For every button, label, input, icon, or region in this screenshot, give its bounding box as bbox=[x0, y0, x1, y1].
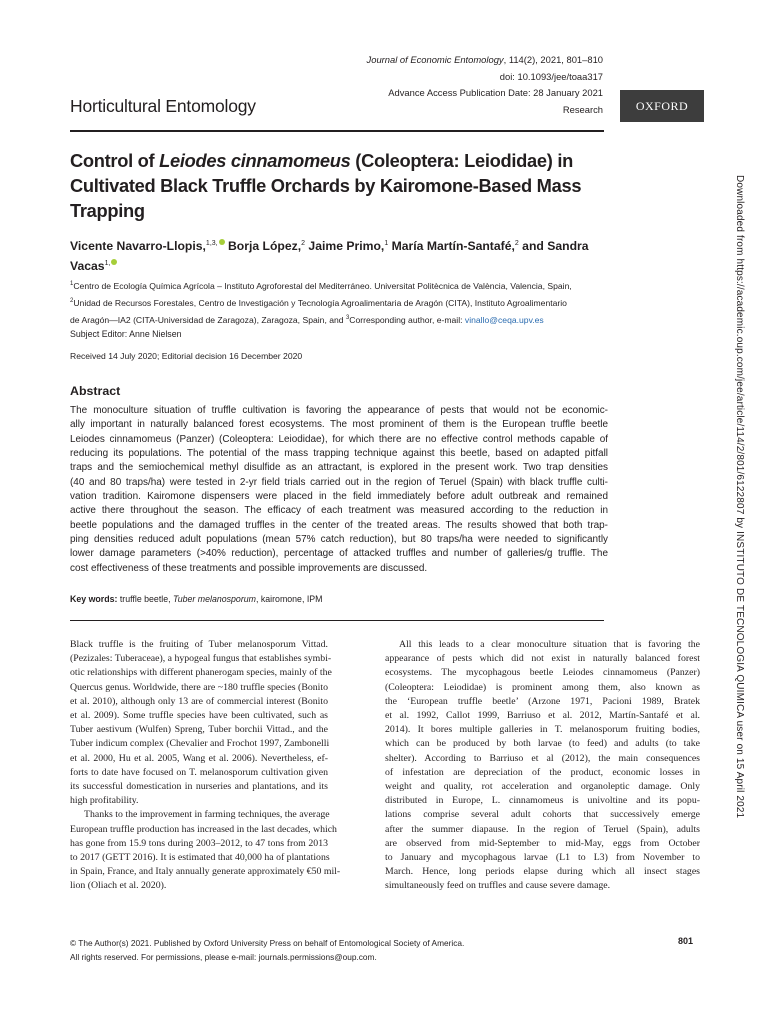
body-text-line: All this leads to a clear monoculture situation that is favoring the bbox=[399, 639, 700, 650]
body-text-line: the ‘European truffle beetle’ (Arzone 1971, Pacioni 1989, Bratek bbox=[385, 695, 700, 707]
author-name: María Martín-Santafé, bbox=[388, 239, 515, 254]
body-text-line: 2014). It bores multiple galleries in T. melanosporum fruiting bodies, bbox=[385, 724, 700, 736]
keywords-text: truffle beetle, bbox=[117, 594, 174, 604]
body-text-line: lations comprise several adult cohorts that successively emerge bbox=[385, 809, 700, 821]
body-text-line: distributed in Europe, L. cinnamomeus is univoltine and its popu- bbox=[385, 795, 700, 807]
abstract-line: traps and the semiochemical methyl disulfide as an attractant, is explored in the present work. Two trap densities bbox=[70, 462, 608, 474]
abstract-line: The monoculture situation of truffle cultivation is favoring the appearance of pests that would not be economic- bbox=[70, 405, 608, 416]
abstract-line: ally important in naturally balanced forest ecosystems. The most prominent of them is the European truffle beetle bbox=[70, 419, 608, 431]
abstract-line: cost effectiveness of these treatments and possible improvements are discussed. bbox=[70, 562, 428, 574]
author-name: and Sandra Vacas bbox=[70, 239, 589, 274]
abstract-line: beetle populations and the damaged truffles in the center of the treated areas. The results showed that both trap- bbox=[70, 519, 608, 531]
advance-access-date: Advance Access Publication Date: 28 January 2021 bbox=[388, 87, 603, 98]
body-text-line: Thanks to the improvement in farming techniques, the average bbox=[84, 809, 330, 821]
journal-doi[interactable]: doi: 10.1093/jee/toaa317 bbox=[499, 70, 603, 82]
body-text-line: high profitability. bbox=[70, 795, 139, 807]
affiliation-1: $^1$Centro de Ecología Química Agrícola – Instituto Agroforestal del Mediterráneo. Universitat Politècnica de València, Valencia, Spain, bbox=[70, 280, 572, 291]
keywords-label: Key words: bbox=[70, 594, 118, 604]
title-species-italic: Leiodes cinnamomeus bbox=[159, 150, 351, 171]
body-text-line: its successful domestication in nurseries and plantations, and its bbox=[70, 781, 328, 793]
abstract-line: active there throughout the season. The efficacy of each treatment was measured according to the reduction in bbox=[70, 505, 608, 517]
body-text-line: (Pezizales: Tuberaceae), a hypogeal fungus that establishes symbi- bbox=[70, 653, 332, 665]
body-text-line: of infestation are depreciation of the product, economic losses in bbox=[385, 766, 700, 778]
body-text-line: lion (Oliach et al. 2020). bbox=[70, 880, 167, 892]
title-text-1: Control of bbox=[70, 150, 160, 171]
body-text-line: Tuber indicum complex (Chevalier and Frochot 1997, Zambonelli bbox=[70, 738, 330, 750]
body-text-line: forts to date have focused on T. melanosporum cultivation given bbox=[70, 766, 328, 778]
journal-name: Journal of Economic Entomology bbox=[366, 54, 504, 65]
author-affiliation-sup: 2 bbox=[514, 240, 519, 247]
copyright-line: © The Author(s) 2021. Published by Oxford University Press on behalf of Entomological Society of America. bbox=[70, 938, 465, 948]
page-number: 801 bbox=[678, 936, 694, 946]
author[interactable] bbox=[305, 239, 388, 253]
author[interactable] bbox=[70, 239, 225, 253]
corresponding-author-label: Corresponding author, e-mail: bbox=[349, 315, 465, 326]
author-affiliation-sup: 1 bbox=[384, 240, 389, 247]
body-text-line: to January and mycophagous larvae (L1 to L3) from November to bbox=[385, 852, 700, 864]
body-column-right bbox=[385, 638, 700, 894]
body-text-line: to 2017 (GETT 2016). It is estimated that 40,000 ha of plantations bbox=[70, 852, 330, 864]
body-text-line: ecosystems. The mycophagous beetle Leiodes cinnamomeus (Panzer) bbox=[385, 667, 700, 679]
body-text-line: has gone from 15.9 tons during 2003–2012, to 47 tons from 2013 bbox=[70, 837, 328, 849]
received-dates: Received 14 July 2020; Editorial decision 16 December 2020 bbox=[70, 351, 303, 361]
body-text-line: simultaneously feed on truffles and cause severe damage. bbox=[385, 880, 611, 892]
body-text-line: March. Hence, long periods elapse during which all insect stages bbox=[385, 866, 700, 878]
abstract-line: reducing its populations. The potential of the mass trapping technique against this beetle, based on adapted pitfall bbox=[70, 448, 608, 460]
body-text-line: et al. 1992, Callot 1999, Barriuso et al. 2012, Martín-Santafé et al. bbox=[385, 710, 700, 722]
oxford-logo: OXFORD bbox=[620, 90, 704, 122]
abstract-line: (40 and 80 traps/ha) were tested in 2-yr field trials carried out in the region of Teruel (Spain) with black truffle culti- bbox=[70, 476, 608, 488]
journal-meta bbox=[283, 52, 603, 118]
article-title bbox=[70, 148, 610, 223]
author-list bbox=[70, 235, 610, 275]
body-text-line: otic relationships with different phanerogam species, mainly of the bbox=[70, 667, 332, 679]
orcid-icon[interactable] bbox=[111, 259, 117, 265]
keywords bbox=[70, 594, 322, 604]
rights-line: All rights reserved. For permissions, please e-mail: journals.permissions@oup.com. bbox=[70, 952, 377, 962]
abstract-line: ping densities reduced adult populations (mean 57% catch reduction), but 80 traps/ha were needed to significantly bbox=[70, 534, 608, 546]
affiliation-2-cont: de Aragón—IA2 (CITA-Universidad de Zaragoza), Zaragoza, Spain, and $^3$Corresponding author, e-mail: vinallo@ceqa.upv.es bbox=[70, 315, 544, 326]
author-name: Vicente Navarro-Llopis, bbox=[70, 239, 206, 254]
author-affiliation-sup: 2 bbox=[301, 240, 306, 247]
affiliations bbox=[70, 277, 610, 328]
abstract-line: lower damage parameters (>40% reduction), percentage of attacked truffles and number of galleries/g truffle. The bbox=[70, 548, 608, 560]
abstract-body bbox=[70, 404, 608, 576]
affiliation-2b-text: de Aragón—IA2 (CITA-Universidad de Zaragoza), Zaragoza, Spain, and bbox=[70, 315, 346, 326]
body-text-line: shelter). According to Barriuso et al (2012), the main consequences bbox=[385, 752, 700, 764]
download-watermark: Downloaded from https://academic.oup.com/jee/article/114/2/801/6122807 by INSTITUTO DE TECNOLOGIA QUIMICA user on 15 April 2021 bbox=[734, 175, 745, 819]
body-text-line: (Coleoptera: Leiodidae) is prominent among them, also known as bbox=[385, 681, 700, 693]
keywords-italic: Tuber melanosporum bbox=[173, 594, 256, 604]
abstract-heading: Abstract bbox=[70, 384, 121, 398]
header-divider bbox=[70, 130, 604, 132]
journal-citation: , 114(2), 2021, 801–810 bbox=[503, 54, 603, 65]
author-affiliation-sup: 1, bbox=[104, 260, 111, 268]
affiliation-1-text: Centro de Ecología Química Agrícola – Instituto Agroforestal del Mediterráneo. Universitat Politècnica de València, Valencia, Spain, bbox=[73, 280, 572, 291]
body-text-line: in Spain, France, and Italy annually generate approximately €50 mil- bbox=[70, 866, 341, 878]
body-text-line: weight and quality, rot acceleration and organoleptic damage. Only bbox=[385, 781, 700, 793]
title-text-2: (Coleoptera: Leiodidae) in Cultivated Black Truffle Orchards by Kairomone-Based Mass Trapping bbox=[70, 150, 582, 221]
body-text-line: et al. 2010), although only 13 are of commercial interest (Bonito bbox=[70, 695, 328, 707]
author[interactable] bbox=[225, 239, 305, 253]
body-text-line: et al. 2009). Some truffle species have been cultivated, such as bbox=[70, 710, 328, 722]
body-text-line: Tuber aestivum (Wulfen) Spreng, Tuber borchii Vittad., and the bbox=[70, 724, 328, 736]
footer-copyright bbox=[70, 936, 464, 964]
section-label: Horticultural Entomology bbox=[70, 96, 256, 116]
author-name: Jaime Primo, bbox=[305, 239, 385, 254]
author-name: Borja López, bbox=[224, 239, 302, 254]
corresponding-email-link[interactable]: vinallo@ceqa.upv.es bbox=[464, 315, 544, 326]
body-text-line: which can be produced by both larvae (to feed) and adults (to take bbox=[385, 738, 700, 750]
affiliation-2: $^2$Unidad de Recursos Forestales, Centro de Investigación y Tecnología Agroalimentaria de Aragón (CITA), Instituto Agroalimentario bbox=[70, 298, 567, 309]
body-text-line: after the summer diapause. In the region of Teruel (Spain), adults bbox=[385, 823, 700, 835]
abstract-line: vation tradition. Kairomone dispensers were placed in the field immediately before adult outbreak and remained bbox=[70, 491, 608, 503]
body-text-line: are observed from mid-September to mid-May, eggs from October bbox=[385, 837, 700, 849]
body-text-line: et al. 2000, Hu et al. 2005, Wang et al. 2006). Nevertheless, ef- bbox=[70, 752, 328, 764]
body-text-line: appearance of pests which did not exist in naturally balanced forest bbox=[385, 653, 700, 665]
affiliation-2-text: Unidad de Recursos Forestales, Centro de Investigación y Tecnología Agroalimentaria de Aragón (CITA), Instituto Agroalimentario bbox=[73, 298, 567, 309]
keywords-divider bbox=[70, 620, 604, 621]
body-text-line: Quercus genus. Worldwide, there are ~180 truffle species (Bonito bbox=[70, 681, 328, 693]
article-type: Research bbox=[562, 103, 603, 115]
author[interactable] bbox=[388, 239, 519, 253]
author-affiliation-sup: 1,3, bbox=[205, 240, 218, 247]
abstract-line: Leiodes cinnamomeus (Panzer) (Coleoptera: Leiodidae), for which there are no effective control methods capable of bbox=[70, 433, 608, 445]
keywords-text-2: , kairomone, IPM bbox=[255, 594, 323, 604]
body-text-line: Black truffle is the fruiting of Tuber melanosporum Vittad. bbox=[70, 639, 328, 650]
body-text-line: European truffle production has increased in the last decades, which bbox=[70, 823, 337, 835]
subject-editor: Subject Editor: Anne Nielsen bbox=[70, 329, 182, 339]
body-column-left bbox=[70, 638, 341, 894]
